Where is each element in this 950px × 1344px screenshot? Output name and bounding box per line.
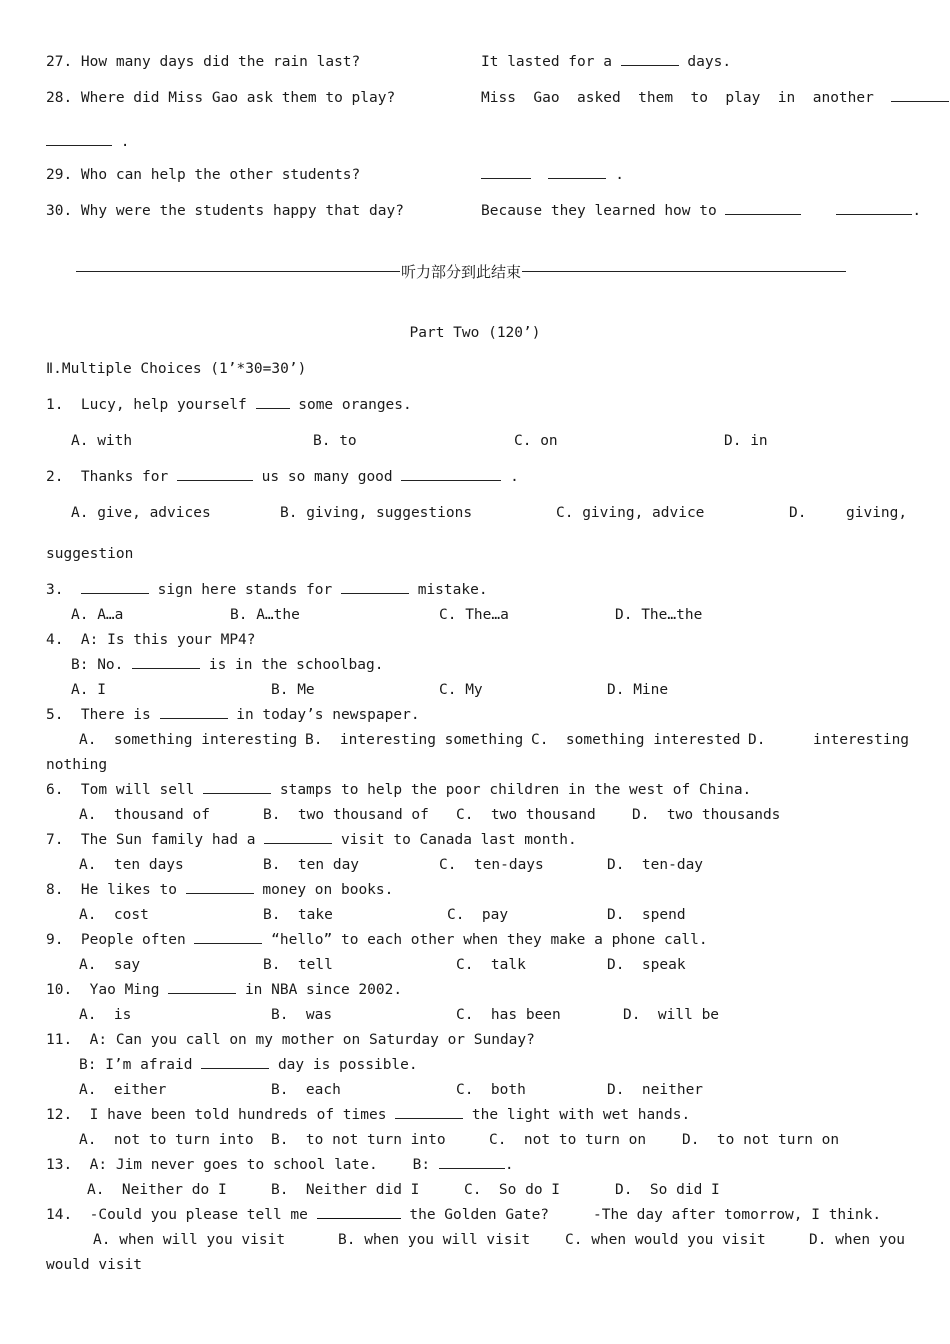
answer-blank[interactable] — [401, 468, 501, 481]
stem-text: 6. Tom will sell — [46, 782, 204, 798]
option-7c[interactable]: C. ten-days — [439, 857, 544, 873]
answer-27 — [481, 53, 731, 71]
option-9b[interactable]: B. tell — [263, 957, 333, 973]
option-1d[interactable]: D. in — [724, 433, 768, 449]
answer-blank[interactable] — [264, 831, 332, 844]
answer-blank[interactable] — [81, 581, 149, 594]
answer-30 — [481, 202, 921, 220]
option-3a[interactable]: A. A…a — [71, 607, 124, 623]
stem-text: 7. The Sun family had a — [46, 832, 265, 848]
option-1b[interactable]: B. to — [313, 433, 357, 449]
answer-28-wrap: . — [46, 133, 129, 151]
mc-question-10 — [46, 981, 402, 999]
option-4d[interactable]: D. Mine — [607, 682, 669, 698]
stem-text: some oranges. — [289, 397, 412, 413]
mc-question-9 — [46, 931, 708, 949]
option-8b[interactable]: B. take — [263, 907, 333, 923]
stem-text: the light with wet hands. — [463, 1107, 691, 1123]
stem-text: is in the schoolbag. — [200, 657, 384, 673]
question-28 — [46, 89, 395, 107]
option-3b[interactable]: B. A…the — [230, 607, 300, 623]
stem-text: day is possible. — [269, 1057, 418, 1073]
mc-question-12 — [46, 1106, 690, 1124]
answer-blank[interactable] — [725, 202, 801, 215]
option-11b[interactable]: B. each — [271, 1082, 341, 1098]
answer-text: . — [606, 167, 624, 183]
option-9c[interactable]: C. talk — [456, 957, 526, 973]
option-3c[interactable]: C. The…a — [439, 607, 509, 623]
answer-blank[interactable] — [186, 881, 254, 894]
stem-text: 10. Yao Ming — [46, 982, 169, 998]
option-8c[interactable]: C. pay — [447, 907, 509, 923]
stem-text: 5. There is — [46, 707, 160, 723]
option-5a[interactable]: A. something interesting — [79, 732, 298, 748]
option-14b[interactable]: B. when you will visit — [338, 1232, 531, 1248]
option-3d[interactable]: D. The…the — [615, 607, 703, 623]
option-13d[interactable]: D. So did I — [615, 1182, 720, 1198]
question-text: 29. Who can help the other students? — [46, 167, 361, 183]
option-5d[interactable]: D. — [748, 732, 766, 748]
question-text: 27. How many days did the rain last? — [46, 54, 361, 70]
stem-text: 14. -Could you please tell me — [46, 1207, 317, 1223]
answer-blank[interactable] — [891, 89, 949, 102]
section-title: Ⅱ.Multiple Choices (1’*30=30’) — [46, 361, 307, 377]
option-8a[interactable]: A. cost — [79, 907, 149, 923]
stem-text: 12. I have been told hundreds of times — [46, 1107, 396, 1123]
question-29 — [46, 166, 360, 184]
stem-text: 13. A: Jim never goes to school late. B: — [46, 1157, 439, 1173]
answer-29 — [481, 166, 624, 184]
mc-question-11-line2 — [79, 1056, 418, 1074]
question-text: 30. Why were the students happy that day? — [46, 203, 404, 219]
option-2d-text[interactable]: giving, — [846, 505, 908, 521]
stem-text: 9. People often — [46, 932, 195, 948]
option-10c[interactable]: C. has been — [456, 1007, 561, 1023]
stem-text: sign here stands for — [148, 582, 341, 598]
mc-question-3 — [46, 581, 488, 599]
stem-text: B: I’m afraid — [79, 1057, 202, 1073]
divider-text: 听力部分到此结束 — [401, 262, 522, 281]
option-6d[interactable]: D. two thousands — [632, 807, 781, 823]
option-10d[interactable]: D. will be — [623, 1007, 720, 1023]
stem-text: stamps to help the poor children in the west of China. — [271, 782, 752, 798]
option-1c[interactable]: C. on — [514, 433, 558, 449]
stem-text: B: No. — [71, 657, 133, 673]
option-7b[interactable]: B. ten day — [263, 857, 360, 873]
option-7a[interactable]: A. ten days — [79, 857, 184, 873]
option-13b[interactable]: B. Neither did I — [271, 1182, 420, 1198]
option-14d[interactable]: D. when you — [809, 1232, 906, 1248]
mc-question-11: 11. A: Can you call on my mother on Saturday or Sunday? — [46, 1032, 535, 1048]
option-2a[interactable]: A. give, advices — [71, 505, 211, 521]
option-12d[interactable]: D. to not turn on — [682, 1132, 840, 1148]
stem-text: mistake. — [408, 582, 488, 598]
option-4c[interactable]: C. My — [439, 682, 483, 698]
answer-text: Because they learned how to — [481, 203, 726, 219]
stem-text: . — [504, 1157, 514, 1173]
mc-question-6 — [46, 781, 751, 799]
stem-text: “hello” to each other when they make a phone call. — [262, 932, 708, 948]
option-1a[interactable]: A. with — [71, 433, 133, 449]
answer-text: It lasted for a — [481, 54, 621, 70]
mc-question-2 — [46, 468, 519, 486]
answer-blank[interactable] — [203, 781, 271, 794]
question-text: 28. Where did Miss Gao ask them to play? — [46, 90, 396, 106]
part-title: Part Two (120’) — [409, 325, 541, 341]
stem-text: the Golden Gate? — [400, 1207, 550, 1223]
stem-text: 2. Thanks for — [46, 469, 177, 485]
option-2b[interactable]: B. giving, suggestions — [280, 505, 473, 521]
stem-text: in NBA since 2002. — [236, 982, 403, 998]
option-4a[interactable]: A. I — [71, 682, 106, 698]
answer-text: days. — [678, 54, 732, 70]
answer-text: Miss Gao asked them to play in another — [481, 90, 892, 106]
option-6a[interactable]: A. thousand of — [79, 807, 210, 823]
answer-blank[interactable] — [168, 981, 236, 994]
answer-28 — [481, 89, 949, 107]
answer-blank[interactable] — [341, 581, 409, 594]
option-6b[interactable]: B. two thousand of — [263, 807, 429, 823]
answer-blank[interactable] — [256, 396, 290, 409]
answer-text: . — [912, 203, 922, 219]
mc-question-7 — [46, 831, 577, 849]
stem-text: 1. Lucy, help yourself — [46, 397, 256, 413]
answer-blank[interactable] — [194, 931, 262, 944]
option-12b[interactable]: B. to not turn into — [271, 1132, 446, 1148]
stem-text: money on books. — [253, 882, 394, 898]
option-14d-wrap[interactable]: would visit — [46, 1257, 143, 1273]
stem-text: visit to Canada last month. — [332, 832, 577, 848]
option-7d[interactable]: D. ten-day — [607, 857, 704, 873]
option-6c[interactable]: C. two thousand — [456, 807, 596, 823]
answer-blank[interactable] — [201, 1056, 269, 1069]
option-2d-wrap[interactable]: suggestion — [46, 546, 134, 562]
stem-text: 8. He likes to — [46, 882, 186, 898]
question-30 — [46, 202, 404, 220]
answer-blank[interactable] — [317, 1206, 401, 1219]
mc-question-4-line2 — [71, 656, 383, 674]
mc-question-8 — [46, 881, 393, 899]
option-14a[interactable]: A. when will you visit — [93, 1232, 286, 1248]
answer-blank[interactable] — [160, 706, 228, 719]
mc-question-5 — [46, 706, 420, 724]
answer-blank[interactable] — [836, 202, 912, 215]
option-13a[interactable]: A. Neither do I — [87, 1182, 227, 1198]
option-9a[interactable]: A. say — [79, 957, 141, 973]
option-11d[interactable]: D. neither — [607, 1082, 704, 1098]
option-11c[interactable]: C. both — [456, 1082, 526, 1098]
option-9d[interactable]: D. speak — [607, 957, 686, 973]
divider-line-right — [522, 271, 846, 272]
answer-blank[interactable] — [548, 166, 606, 179]
option-13c[interactable]: C. So do I — [464, 1182, 561, 1198]
option-12c[interactable]: C. not to turn on — [489, 1132, 647, 1148]
option-11a[interactable]: A. either — [79, 1082, 167, 1098]
mc-question-4: 4. A: Is this your MP4? — [46, 632, 256, 648]
answer-blank[interactable] — [621, 53, 679, 66]
mc-question-14 — [46, 1206, 549, 1224]
option-5b[interactable]: B. interesting something — [305, 732, 524, 748]
option-5d-text[interactable]: interesting — [813, 732, 910, 748]
mc-question-1 — [46, 396, 412, 414]
option-12a[interactable]: A. not to turn into — [79, 1132, 254, 1148]
section-divider — [76, 262, 846, 280]
answer-blank[interactable] — [177, 468, 253, 481]
stem-text: in today’s newspaper. — [227, 707, 420, 723]
option-4b[interactable]: B. Me — [271, 682, 315, 698]
option-5c[interactable]: C. something interested — [531, 732, 741, 748]
option-8d[interactable]: D. spend — [607, 907, 686, 923]
option-10b[interactable]: B. was — [271, 1007, 333, 1023]
option-2d[interactable]: D. — [789, 505, 807, 521]
stem-text: . — [501, 469, 519, 485]
option-5d-wrap[interactable]: nothing — [46, 757, 108, 773]
answer-blank[interactable] — [481, 166, 531, 179]
option-14c[interactable]: C. when would you visit — [565, 1232, 766, 1248]
option-2c[interactable]: C. giving, advice — [556, 505, 705, 521]
answer-blank[interactable] — [132, 656, 200, 669]
option-10a[interactable]: A. is — [79, 1007, 132, 1023]
answer-blank[interactable] — [439, 1156, 505, 1169]
answer-blank[interactable] — [395, 1106, 463, 1119]
divider-line-left — [76, 271, 400, 272]
stem-text: 3. — [46, 582, 81, 598]
answer-blank[interactable] — [46, 133, 112, 146]
question-27 — [46, 53, 360, 71]
mc-question-14-response: -The day after tomorrow, I think. — [593, 1207, 882, 1223]
mc-question-13 — [46, 1156, 514, 1174]
stem-text: us so many good — [252, 469, 402, 485]
